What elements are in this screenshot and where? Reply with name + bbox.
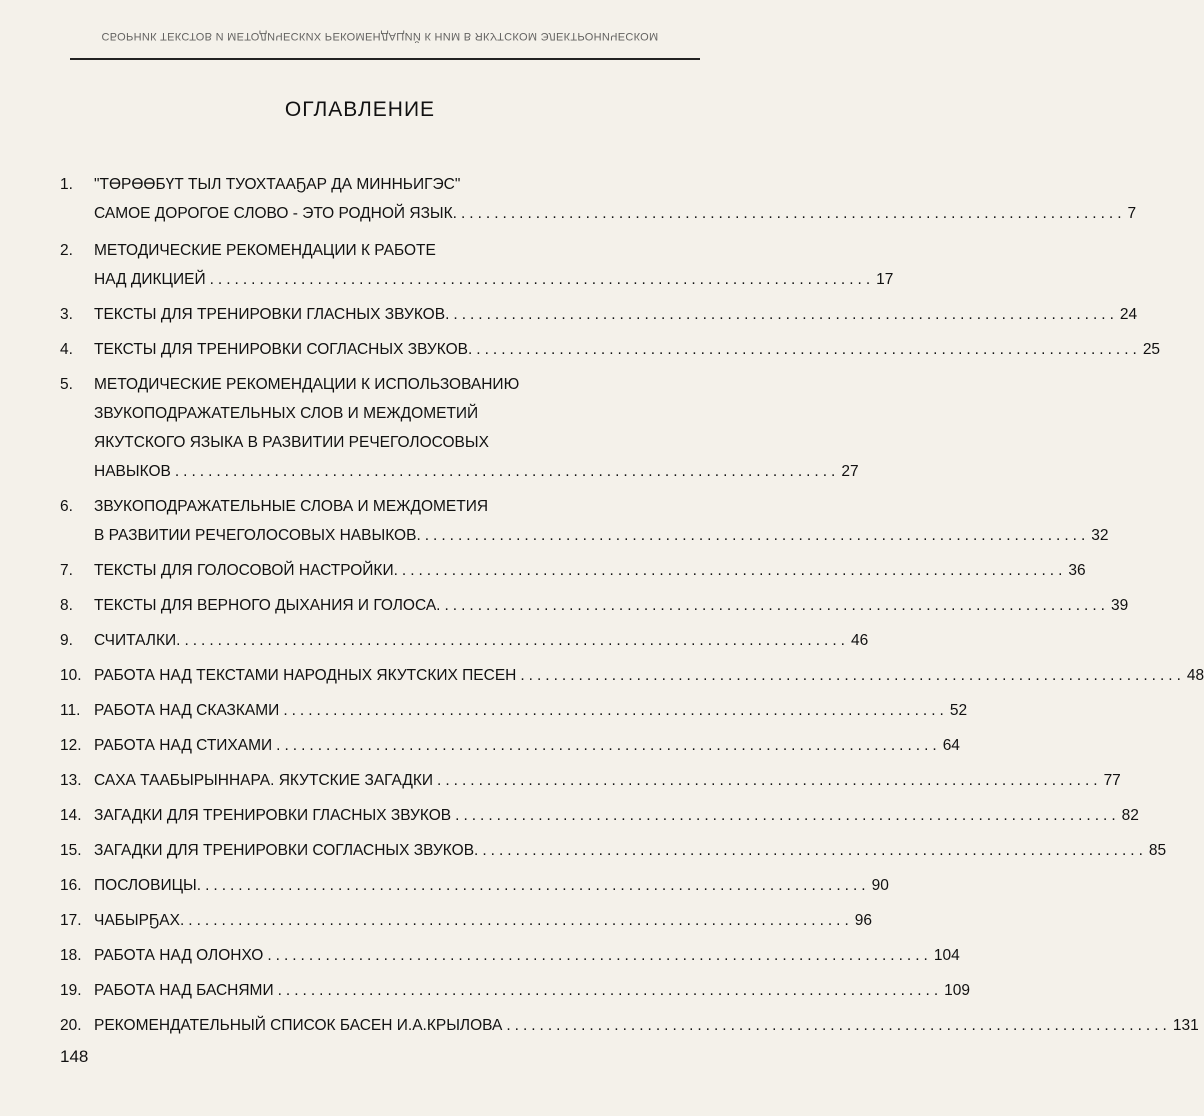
- toc-entry-body: [94, 696, 967, 725]
- toc-entry-line: ЯКУТСКОГО ЯЗЫКА В РАЗВИТИИ РЕЧЕГОЛОСОВЫХ: [94, 434, 489, 451]
- toc-entry: [60, 906, 873, 935]
- toc-entry: [60, 591, 1129, 620]
- toc-entry-title: ЗАГАДКИ ДЛЯ ТРЕНИРОВКИ ГЛАСНЫХ ЗВУКОВ: [94, 807, 452, 824]
- toc-entry-body: [94, 591, 1128, 620]
- toc-entry-last-line: [94, 661, 1204, 690]
- toc-entry-last-line: [94, 457, 859, 486]
- toc-entry-line: МЕТОДИЧЕСКИЕ РЕКОМЕНДАЦИИ К ИСПОЛЬЗОВАНИЮ: [94, 376, 520, 393]
- toc-entry-body: [94, 871, 889, 900]
- toc-entry-body: [94, 976, 970, 1005]
- toc-entry-body: [94, 836, 1166, 865]
- dot-leader: ................................................................................: [482, 842, 1147, 859]
- toc-entry-last-line: [94, 1011, 1199, 1040]
- toc-entry-body: [94, 300, 1137, 329]
- dot-leader: ................................................................................: [277, 982, 943, 999]
- toc-entry-title: ПОСЛОВИЦЫ.: [94, 877, 202, 894]
- toc-entry-title: РАБОТА НАД ОЛОНХО: [94, 947, 264, 964]
- toc-entry-number: 6.: [60, 498, 73, 515]
- toc-entry-last-line: [94, 906, 872, 935]
- toc-entry-number: 10.: [60, 667, 82, 684]
- toc-entry-title: ЧАБЫРҔАХ.: [94, 912, 185, 929]
- toc-entry-number: 3.: [60, 306, 73, 323]
- toc-entry-last-line: [94, 836, 1166, 865]
- toc-entry-line: "ТӨРӨӨБҮТ ТЫЛ ТУОХТААҔАР ДА МИННЬИГЭС": [94, 176, 461, 193]
- toc-entry: [60, 801, 1139, 830]
- toc-entry-number: 12.: [60, 737, 82, 754]
- dot-leader: ................................................................................: [476, 341, 1141, 358]
- toc-entry-last-line: [94, 300, 1137, 329]
- toc-entry-title: САХА ТААБЫРЫННАРА. ЯКУТСКИЕ ЗАГАДКИ: [94, 772, 434, 789]
- toc-entry-page: 36: [1068, 562, 1086, 579]
- dot-leader: ................................................................................: [444, 597, 1109, 614]
- toc-entry: [60, 696, 968, 725]
- toc-entry-last-line: [94, 591, 1128, 620]
- dot-leader: ................................................................................: [453, 306, 1118, 323]
- toc-entry-body: [94, 170, 1136, 228]
- toc-entry: [60, 871, 889, 900]
- toc-entry-page: 52: [949, 702, 968, 719]
- toc-entry-last-line: [94, 199, 1136, 228]
- toc-entry: [60, 170, 1137, 228]
- toc-entry: [60, 766, 1121, 795]
- toc-entry-page: 48: [1186, 667, 1204, 684]
- toc-entry-last-line: [94, 871, 889, 900]
- dot-leader: ................................................................................: [188, 912, 853, 929]
- toc-entry-line: ЗВУКОПОДРАЖАТЕЛЬНЫХ СЛОВ И МЕЖДОМЕТИЙ: [94, 405, 479, 422]
- toc-entry: [60, 976, 970, 1005]
- toc-entry-last-line: [94, 976, 970, 1005]
- toc-entry-body: [94, 731, 960, 760]
- toc-entry-page: 25: [1142, 341, 1161, 358]
- toc-entry-number: 13.: [60, 772, 82, 789]
- dot-leader: ................................................................................: [506, 1017, 1171, 1034]
- dot-leader: ................................................................................: [437, 772, 1102, 789]
- dot-leader: ................................................................................: [461, 205, 1126, 222]
- toc-entry-title: ТЕКСТЫ ДЛЯ ВЕРНОГО ДЫХАНИЯ И ГОЛОСА.: [94, 597, 441, 614]
- toc-entry-page: 46: [850, 632, 869, 649]
- toc-entry-title: РЕКОМЕНДАТЕЛЬНЫЙ СПИСОК БАСЕН И.А.КРЫЛОВА: [94, 1017, 503, 1034]
- toc-entry-last-line: [94, 731, 960, 760]
- toc-entry-title: НАД ДИКЦИЕЙ: [94, 271, 206, 288]
- toc-entry-page: 24: [1119, 306, 1138, 323]
- dot-leader: ................................................................................: [205, 877, 870, 894]
- dot-leader: ................................................................................: [401, 562, 1067, 579]
- toc-entry-number: 20.: [60, 1017, 82, 1034]
- toc-entry-last-line: [94, 696, 967, 725]
- toc-entry-body: [94, 766, 1121, 795]
- toc-entry-title: ТЕКСТЫ ДЛЯ ТРЕНИРОВКИ ГЛАСНЫХ ЗВУКОВ.: [94, 306, 450, 323]
- toc-entry-line: МЕТОДИЧЕСКИЕ РЕКОМЕНДАЦИИ К РАБОТЕ: [94, 242, 436, 259]
- page-number: 148: [60, 1047, 89, 1066]
- toc-entry-number: 9.: [60, 632, 73, 649]
- toc-entry-last-line: [94, 801, 1139, 830]
- toc-entry-last-line: [94, 521, 1109, 550]
- toc-entry-body: [94, 661, 1204, 690]
- toc-entry-number: 17.: [60, 912, 82, 929]
- header-rule: [70, 58, 700, 60]
- toc-entry-number: 2.: [60, 242, 73, 259]
- toc-entry-number: 18.: [60, 947, 82, 964]
- toc-entry-body: [94, 941, 960, 970]
- toc-entry: [60, 661, 1204, 690]
- toc-entry-body: [94, 906, 872, 935]
- toc-entry-title: НАВЫКОВ: [94, 463, 171, 480]
- toc-entry: [60, 335, 1161, 364]
- toc-entry-page: 7: [1127, 205, 1137, 222]
- toc-entry-number: 11.: [60, 702, 81, 719]
- dot-leader: ................................................................................: [184, 632, 849, 649]
- toc-entry-body: [94, 492, 1109, 550]
- toc-entry-body: [94, 370, 859, 486]
- toc-entry-page: 96: [854, 912, 873, 929]
- toc-entry-page: 77: [1103, 772, 1121, 789]
- toc-entry-title: ЗАГАДКИ ДЛЯ ТРЕНИРОВКИ СОГЛАСНЫХ ЗВУКОВ.: [94, 842, 479, 859]
- toc-entry-last-line: [94, 626, 868, 655]
- toc-entry-body: [94, 335, 1160, 364]
- dot-leader: ................................................................................: [520, 667, 1185, 684]
- toc-entry: [60, 1011, 1199, 1040]
- dot-leader: ................................................................................: [455, 807, 1120, 824]
- toc-entry-page: 104: [933, 947, 960, 964]
- toc-entry-page: 131: [1172, 1017, 1199, 1034]
- toc-entry-page: 39: [1110, 597, 1129, 614]
- toc-entry: [60, 731, 960, 760]
- page-title: ОГЛАВЛЕНИЕ: [284, 98, 436, 121]
- toc-entry-number: 7.: [60, 562, 73, 579]
- toc-entry-number: 8.: [60, 597, 73, 614]
- toc-entry-last-line: [94, 556, 1086, 585]
- toc-entry: [60, 370, 859, 486]
- toc-entry-number: 16.: [60, 877, 82, 894]
- dot-leader: ................................................................................: [424, 527, 1090, 544]
- toc-entry-last-line: [94, 335, 1160, 364]
- toc-entry-page: 17: [876, 271, 894, 288]
- dot-leader: ................................................................................: [174, 463, 840, 480]
- toc-entry-title: В РАЗВИТИИ РЕЧЕГОЛОСОВЫХ НАВЫКОВ.: [94, 527, 421, 544]
- toc-entry: [60, 492, 1109, 550]
- toc-entry-body: [94, 1011, 1199, 1040]
- toc-entry-last-line: [94, 941, 960, 970]
- dot-leader: ................................................................................: [267, 947, 932, 964]
- toc-entry-last-line: [94, 265, 893, 294]
- toc-entry-page: 64: [942, 737, 960, 754]
- toc-entry-title: РАБОТА НАД БАСНЯМИ: [94, 982, 274, 999]
- toc-entry: [60, 556, 1086, 585]
- toc-entry: [60, 941, 960, 970]
- toc-entry-title: РАБОТА НАД СКАЗКАМИ: [94, 702, 280, 719]
- toc-entry-title: РАБОТА НАД ТЕКСТАМИ НАРОДНЫХ ЯКУТСКИХ ПЕСЕН: [94, 667, 517, 684]
- dot-leader: ................................................................................: [209, 271, 875, 288]
- toc-entry-page: 90: [871, 877, 889, 894]
- toc-entry: [60, 300, 1138, 329]
- toc-entry-title: ТЕКСТЫ ДЛЯ ГОЛОСОВОЙ НАСТРОЙКИ.: [94, 562, 398, 579]
- toc-entry-number: 1.: [60, 176, 73, 193]
- toc-entry-title: СЧИТАЛКИ.: [94, 632, 181, 649]
- toc-entry: [60, 836, 1167, 865]
- toc-entry-number: 19.: [60, 982, 82, 999]
- running-head: СБОРНИК ТЕКСТОВ И МЕТОДИЧЕСКИХ РЕКОМЕНДАЦИЙ К НИМ В ЯКУТСКОМ ЭЛЕКТРОНИЧЕСКОМ: [101, 30, 659, 42]
- toc-entry-page: 82: [1121, 807, 1139, 824]
- toc-entry-body: [94, 801, 1139, 830]
- toc-entry-number: 15.: [60, 842, 82, 859]
- toc-entry-title: ТЕКСТЫ ДЛЯ ТРЕНИРОВКИ СОГЛАСНЫХ ЗВУКОВ.: [94, 341, 473, 358]
- toc-entry-number: 4.: [60, 341, 73, 358]
- toc-entry-body: [94, 626, 868, 655]
- dot-leader: ................................................................................: [283, 702, 948, 719]
- toc-entry-line: ЗВУКОПОДРАЖАТЕЛЬНЫЕ СЛОВА И МЕЖДОМЕТИЯ: [94, 498, 489, 515]
- toc-entry-page: 109: [944, 982, 970, 999]
- toc-entry-page: 27: [841, 463, 859, 480]
- toc-entry-body: [94, 556, 1086, 585]
- toc-entry-number: 5.: [60, 376, 73, 393]
- toc-entry: [60, 236, 894, 294]
- toc-entry: [60, 626, 869, 655]
- toc-entry-page: 32: [1091, 527, 1109, 544]
- toc-entry-title: САМОЕ ДОРОГОЕ СЛОВО - ЭТО РОДНОЙ ЯЗЫК.: [94, 205, 457, 222]
- table-of-contents: [60, 170, 1204, 1040]
- toc-entry-title: РАБОТА НАД СТИХАМИ: [94, 737, 273, 754]
- toc-entry-page: 85: [1148, 842, 1167, 859]
- toc-entry-last-line: [94, 766, 1121, 795]
- toc-entry-body: [94, 236, 893, 294]
- toc-entry-number: 14.: [60, 807, 82, 824]
- dot-leader: ................................................................................: [276, 737, 941, 754]
